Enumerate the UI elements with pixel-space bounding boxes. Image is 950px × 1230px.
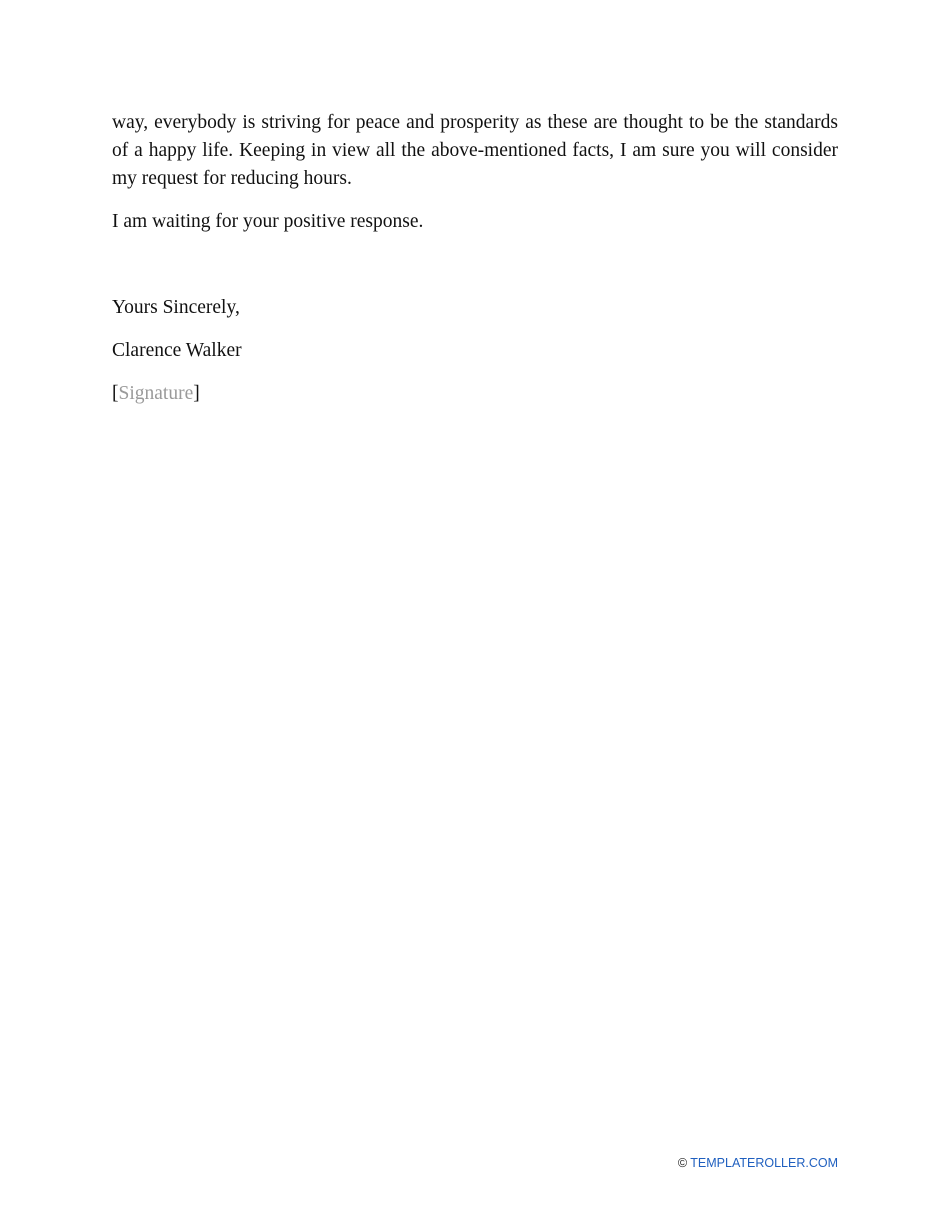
letter-content	[112, 109, 838, 408]
closing-salutation: Yours Sincerely,	[112, 297, 240, 318]
sender-name: Clarence Walker	[112, 340, 242, 361]
copyright-symbol: ©	[677, 1156, 688, 1170]
signature-bracket-close: ]	[193, 383, 200, 404]
body-paragraph-continuation: way, everybody is striving for peace and prosperity as these are thought to be the standards of a happy life. Keeping in view all the above-mentioned facts, I am sure you will consider my request for reducing hours.	[112, 112, 838, 189]
signature-bracket-open: [	[112, 383, 119, 404]
signature-placeholder: Signature	[118, 383, 194, 404]
signature-line	[112, 380, 838, 408]
footer-copyright	[678, 1155, 838, 1171]
templateroller-link[interactable]: TEMPLATEROLLER.COM	[690, 1156, 838, 1170]
response-request-line: I am waiting for your positive response.	[112, 211, 424, 232]
